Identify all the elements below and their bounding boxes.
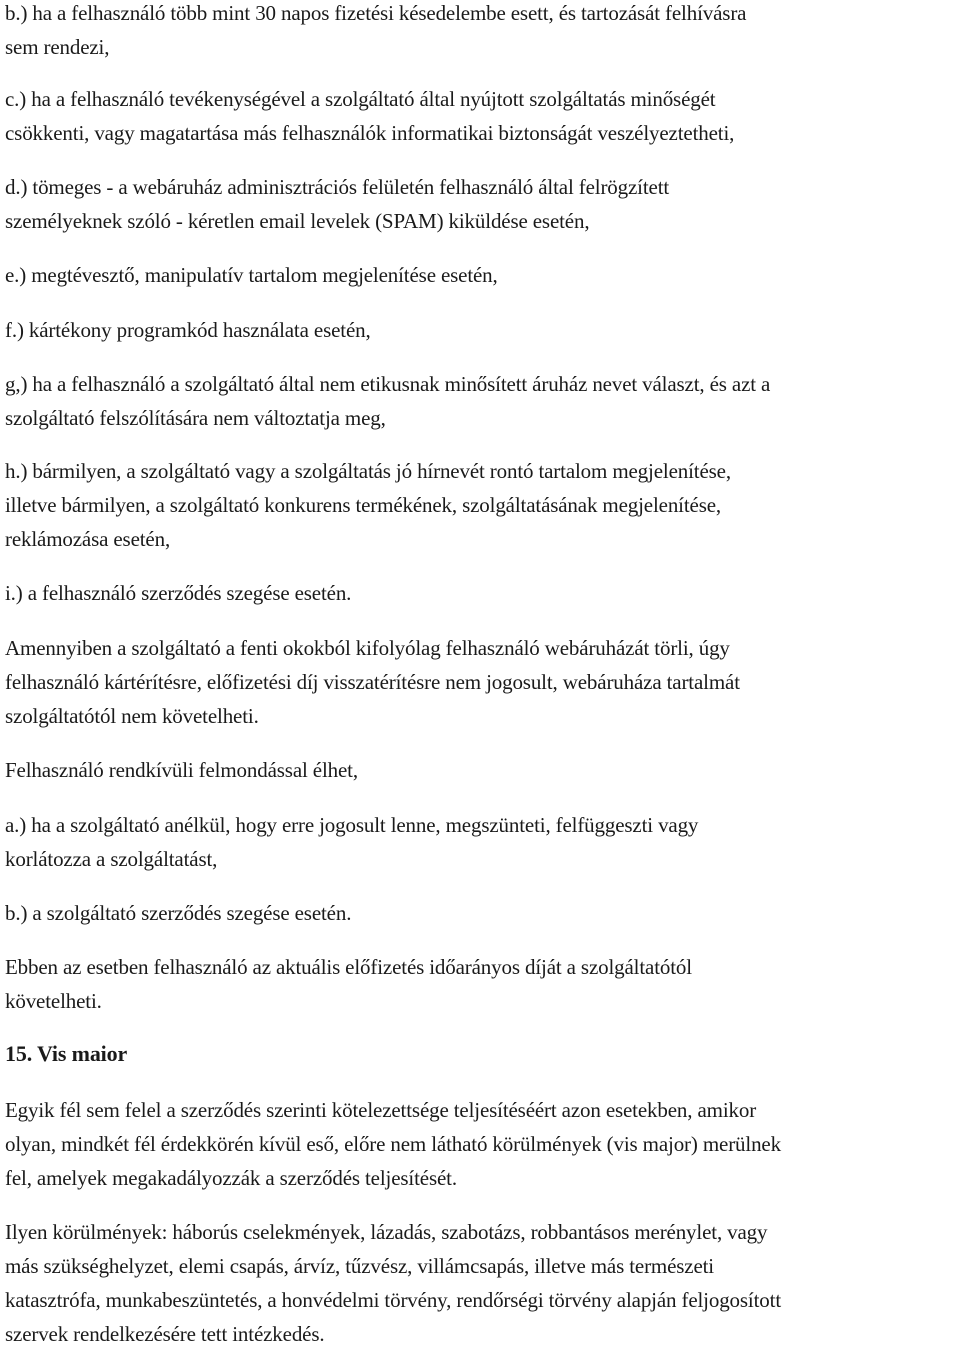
text-line: olyan, mindkét fél érdekkörén kívül eső, előre nem látható körülmények (vis major) merülnek (5, 1132, 781, 1156)
text-line: követelheti. (5, 989, 102, 1013)
text-line: katasztrófa, munkabeszüntetés, a honvédelmi törvény, rendőrségi törvény alapján feljogosított (5, 1288, 782, 1312)
text-line: g,) ha a felhasználó a szolgáltató által nem etikusnak minősített áruház nevet választ, és azt a (5, 372, 771, 396)
text-line: Ebben az esetben felhasználó az aktuális előfizetés időarányos díját a szolgáltatótól (5, 955, 692, 979)
list-item-b-payment-delay (5, 0, 955, 64)
text-line: b.) a szolgáltató szerződés szegése esetén. (5, 901, 352, 925)
paragraph-extraordinary-termination (5, 753, 955, 787)
list-item-b-provider-breach (5, 896, 955, 930)
text-line: fel, amelyek megakadályozzák a szerződés teljesítését. (5, 1166, 457, 1190)
text-line: a.) ha a szolgáltató anélkül, hogy erre jogosult lenne, megszünteti, felfüggeszti vagy (5, 813, 699, 837)
list-item-c-security (5, 82, 955, 150)
text-line: Ilyen körülmények: háborús cselekmények, lázadás, szabotázs, robbantásos merénylet, vagy (5, 1220, 768, 1244)
text-line: szolgáltató felszólítására nem változtatja meg, (5, 406, 386, 430)
text-line: Felhasználó rendkívüli felmondással élhet, (5, 758, 358, 782)
text-line: más szükséghelyzet, elemi csapás, árvíz, tűzvész, villámcsapás, illetve más természeti (5, 1254, 714, 1278)
list-item-g-store-name (5, 367, 955, 435)
list-item-e-misleading-content (5, 258, 955, 292)
list-item-h-reputation (5, 454, 955, 556)
text-line: d.) tömeges - a webáruház adminisztrációs felületén felhasználó által felrögzített (5, 175, 670, 199)
text-line: Egyik fél sem felel a szerződés szerinti kötelezettsége teljesítéséért azon esetekben, amikor (5, 1098, 757, 1122)
text-line: szervek rendelkezésére tett intézkedés. (5, 1322, 325, 1346)
text-line: illetve bármilyen, a szolgáltató konkurens termékének, szolgáltatásának megjelenítése, (5, 493, 721, 517)
section-heading-vis-maior: 15. Vis maior (5, 1041, 128, 1066)
text-line: i.) a felhasználó szerződés szegése esetén. (5, 581, 352, 605)
text-line: Amennyiben a szolgáltató a fenti okokból kifolyólag felhasználó webáruházát törli, úgy (5, 636, 730, 660)
list-item-d-spam (5, 170, 955, 238)
text-line: sem rendezi, (5, 35, 110, 59)
text-line: személyeknek szóló - kéretlen email levelek (SPAM) kiküldése esetén, (5, 209, 590, 233)
text-line: h.) bármilyen, a szolgáltató vagy a szolgáltatás jó hírnevét rontó tartalom megjelenítése, (5, 459, 731, 483)
list-item-a-service-restriction (5, 808, 955, 876)
paragraph-force-majeure-examples (5, 1215, 955, 1351)
paragraph-force-majeure (5, 1093, 955, 1195)
list-item-f-malicious-code (5, 313, 955, 347)
text-line: csökkenti, vagy magatartása más felhasználók informatikai biztonságát veszélyeztetheti, (5, 121, 735, 145)
text-line: felhasználó kártérítésre, előfizetési díj visszatérítésre nem jogosult, webáruháza tartalmát (5, 670, 740, 694)
text-line: reklámozása esetén, (5, 527, 171, 551)
text-line: f.) kártékony programkód használata esetén, (5, 318, 371, 342)
paragraph-prorated-refund (5, 950, 955, 1018)
text-line: b.) ha a felhasználó több mint 30 napos fizetési késedelembe esett, és tartozását felhívásra (5, 1, 747, 25)
paragraph-deletion-consequence (5, 631, 955, 733)
text-line: szolgáltatótól nem követelheti. (5, 704, 259, 728)
text-line: c.) ha a felhasználó tevékenységével a szolgáltató által nyújtott szolgáltatás minőségét (5, 87, 716, 111)
list-item-i-breach (5, 576, 955, 610)
text-line: e.) megtévesztő, manipulatív tartalom megjelenítése esetén, (5, 263, 498, 287)
text-line: korlátozza a szolgáltatást, (5, 847, 218, 871)
